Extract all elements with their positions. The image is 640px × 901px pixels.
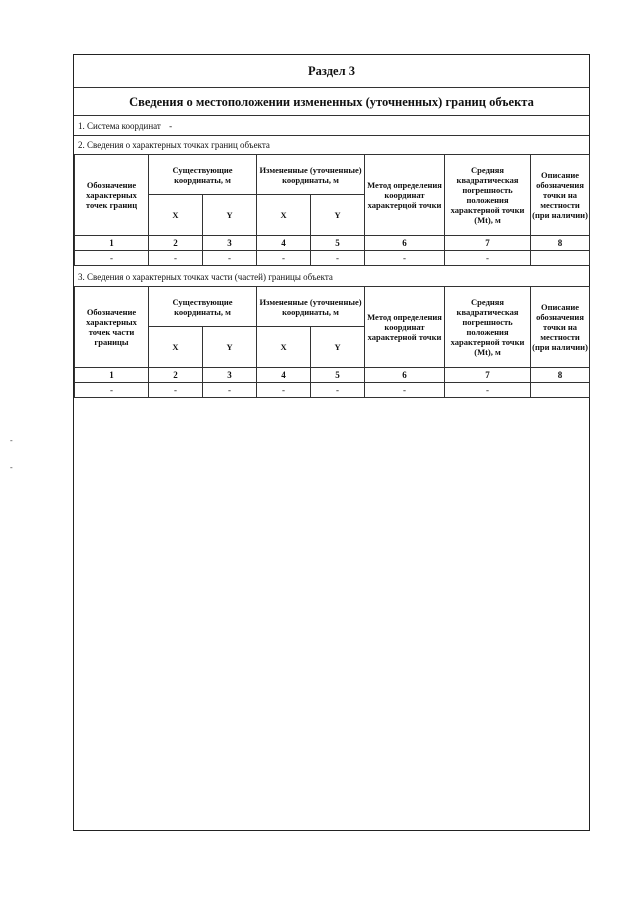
table-cell: - [203, 251, 257, 266]
header-point-designation: Обозначение характерных точек части границы [75, 287, 149, 368]
header-y: Y [203, 195, 257, 236]
column-numbers-row [75, 236, 590, 251]
column-number: 4 [257, 368, 311, 383]
form-section-3 [73, 54, 590, 831]
header-error: Средняя квадратическая погрешность положения характерной точки (Mt), м [445, 287, 531, 368]
column-number: 6 [365, 236, 445, 251]
column-number: 1 [75, 236, 149, 251]
table-cell [531, 383, 590, 398]
header-existing-coords: Существующие координаты, м [149, 155, 257, 195]
coordinate-system-row [74, 116, 589, 136]
header-description: Описание обозначения точки на местности (при наличии) [531, 287, 590, 368]
table-cell: - [75, 383, 149, 398]
table-cell: - [365, 251, 445, 266]
header-y: Y [311, 195, 365, 236]
table2-caption: 3. Сведения о характерных точках части (частей) границы объекта [78, 272, 333, 282]
coordinate-system-value: - [169, 121, 173, 131]
table-cell [531, 251, 590, 266]
column-number: 1 [75, 368, 149, 383]
column-number: 2 [149, 236, 203, 251]
header-changed-coords: Измененные (уточненные) координаты, м [257, 155, 365, 195]
column-number: 3 [203, 236, 257, 251]
section-heading: Раздел 3 [74, 55, 589, 88]
boundary-points-table [74, 154, 590, 266]
table-cell: - [445, 383, 531, 398]
table-cell: - [311, 251, 365, 266]
table-cell: - [149, 251, 203, 266]
header-method: Метод определения координат характерной точки [365, 287, 445, 368]
header-y: Y [311, 327, 365, 368]
header-existing-coords: Существующие координаты, м [149, 287, 257, 327]
header-y: Y [203, 327, 257, 368]
table-cell: - [311, 383, 365, 398]
column-number: 8 [531, 236, 590, 251]
header-x: X [257, 327, 311, 368]
table1-caption: 2. Сведения о характерных точках границ объекта [78, 140, 270, 150]
column-number: 5 [311, 236, 365, 251]
part-boundary-points-table [74, 286, 590, 398]
column-number: 3 [203, 368, 257, 383]
table-cell: - [203, 383, 257, 398]
header-x: X [257, 195, 311, 236]
column-number: 8 [531, 368, 590, 383]
table-row [75, 383, 590, 398]
column-number: 7 [445, 236, 531, 251]
table-row [75, 251, 590, 266]
column-numbers-row [75, 368, 590, 383]
table-cell: - [365, 383, 445, 398]
table-cell: - [149, 383, 203, 398]
header-changed-coords: Измененные (уточненные) координаты, м [257, 287, 365, 327]
column-number: 6 [365, 368, 445, 383]
column-number: 4 [257, 236, 311, 251]
header-x: X [149, 327, 203, 368]
column-number: 5 [311, 368, 365, 383]
header-method: Метод определения координат характерцой точки [365, 155, 445, 236]
header-description: Описание обозначения точки на местности (при наличии) [531, 155, 590, 236]
column-number: 7 [445, 368, 531, 383]
table-cell: - [75, 251, 149, 266]
column-number: 2 [149, 368, 203, 383]
coordinate-system-label: 1. Система координат [78, 121, 161, 131]
margin-mark: - [10, 436, 13, 445]
header-point-designation: Обозначение характерных точек границ [75, 155, 149, 236]
header-x: X [149, 195, 203, 236]
section-title: Сведения о местоположении измененных (уточненных) границ объекта [74, 88, 589, 116]
table-cell: - [257, 383, 311, 398]
table-cell: - [445, 251, 531, 266]
header-error: Средняя квадратическая погрешность положения характерной точки (Mt), м [445, 155, 531, 236]
table-cell: - [257, 251, 311, 266]
margin-mark: - [10, 463, 13, 472]
